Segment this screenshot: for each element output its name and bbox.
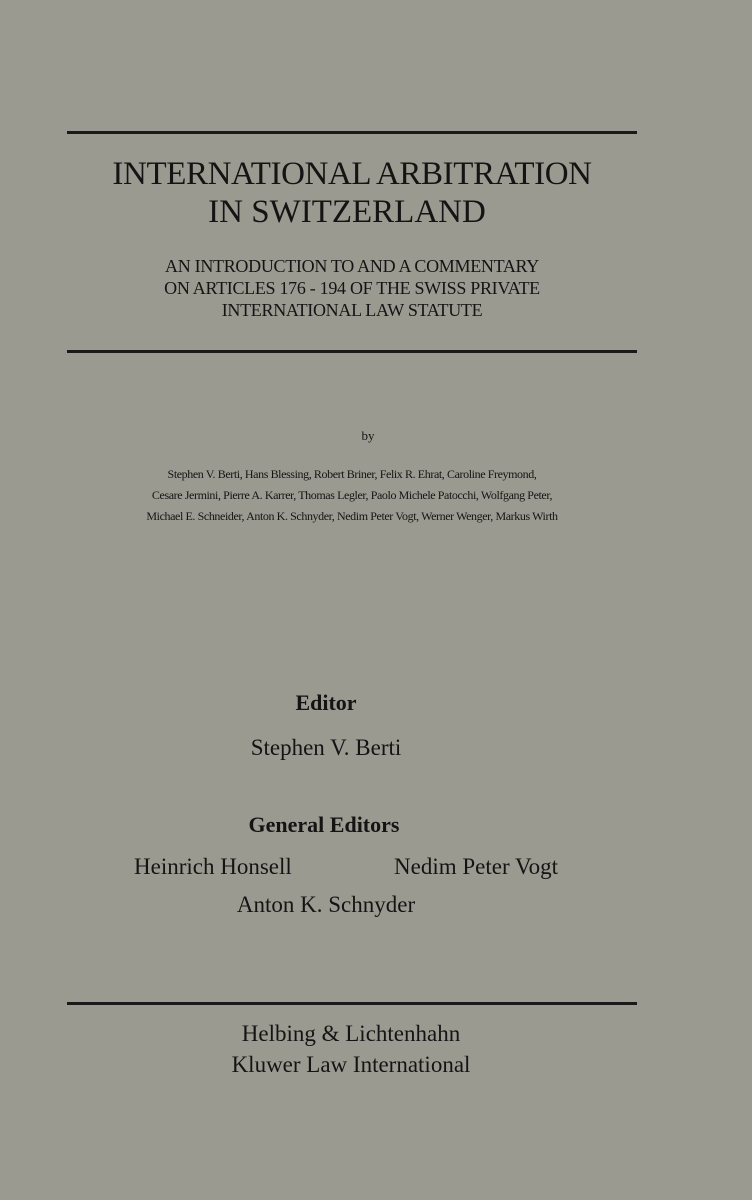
general-editor-name: Anton K. Schnyder [236, 892, 416, 917]
subtitle-line-2: ON ARTICLES 176 - 194 OF THE SWISS PRIVATE [164, 278, 540, 298]
editor-name: Stephen V. Berti [250, 735, 402, 760]
general-editor-name: Heinrich Honsell [134, 854, 292, 879]
authors-line-3: Michael E. Schneider, Anton K. Schnyder, Nedim Peter Vogt, Werner Wenger, Markus Wirth [146, 509, 558, 523]
subtitle-line-1: AN INTRODUCTION TO AND A COMMENTARY [165, 256, 539, 276]
general-editors-heading: General Editors [248, 812, 400, 837]
book-subtitle [0, 255, 752, 321]
middle-rule [67, 350, 637, 353]
book-title [0, 155, 752, 231]
editor-heading: Editor [295, 690, 357, 715]
author-list [0, 464, 752, 527]
title-line-2: IN SWITZERLAND [208, 194, 486, 230]
top-rule [67, 131, 637, 134]
authors-line-1: Stephen V. Berti, Hans Blessing, Robert Briner, Felix R. Ehrat, Caroline Freymond, [167, 467, 537, 481]
title-line-1: INTERNATIONAL ARBITRATION [112, 156, 592, 192]
subtitle-line-3: INTERNATIONAL LAW STATUTE [221, 300, 483, 320]
by-label: by [361, 428, 375, 443]
authors-line-2: Cesare Jermini, Pierre A. Karrer, Thomas Legler, Paolo Michele Patocchi, Wolfgang Peter, [151, 488, 553, 502]
bottom-rule [67, 1002, 637, 1005]
publishers [0, 1018, 752, 1080]
publisher-name: Kluwer Law International [231, 1052, 471, 1077]
publisher-name: Helbing & Lichtenhahn [241, 1021, 461, 1046]
general-editor-name: Nedim Peter Vogt [394, 854, 558, 879]
